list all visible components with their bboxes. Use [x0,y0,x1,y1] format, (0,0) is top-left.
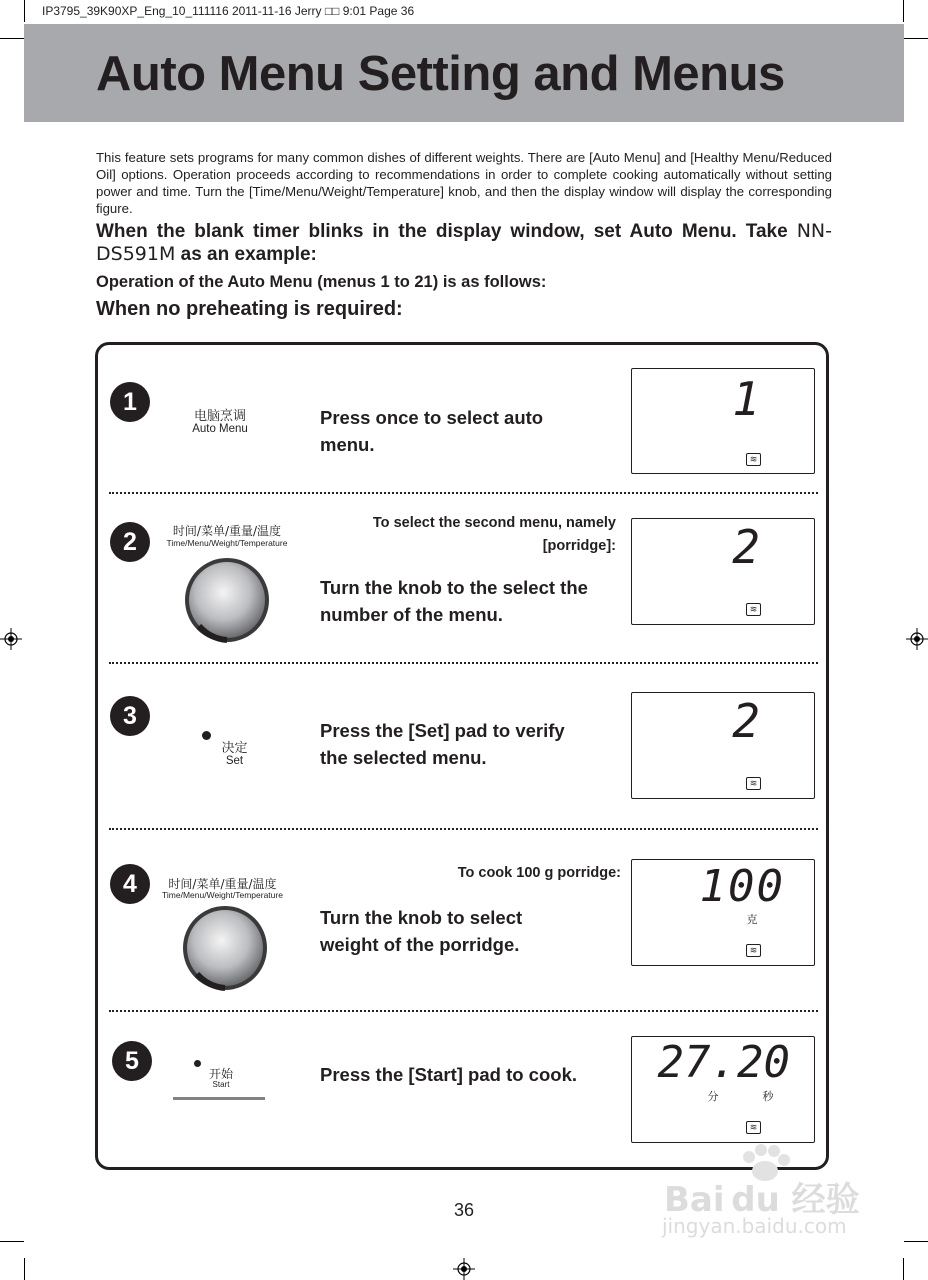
knob-label-cn: 时间/菜单/重量/温度 [172,524,282,538]
auto-menu-button-label: Auto Menu [192,423,248,435]
microwave-indicator-icon: ≋ [746,603,761,616]
step-instruction: Press the [Start] pad to cook. [320,1064,577,1085]
crop-mark [24,0,25,22]
registration-mark-icon [906,628,928,650]
display-readout: 27.20 [657,1037,790,1088]
display-readout: 100 [699,861,785,912]
time-menu-weight-temperature-knob[interactable] [181,904,269,992]
registration-mark-icon [453,1258,475,1280]
step-note: To cook 100 g porridge: [457,865,621,881]
step-number-badge: 1 [110,382,150,422]
microwave-indicator-icon: ≋ [746,453,761,466]
step-divider [109,828,818,830]
intro-paragraph: This feature sets programs for many common dishes of different weights. There are [Auto Menu] and [Healthy Menu/Reduced Oil] options. Operation proceeds according to recommendations in order to complete cooking automatically without setting power and time. Turn the [Time/Menu/Weight/Temperature] knob, and then the display window will display the corresponding figure. [96,150,832,216]
set-button-label-cn: 决定 [221,741,248,756]
knob-label: Time/Menu/Weight/Temperature [162,890,283,900]
file-info-header: IP3795_39K90XP_Eng_10_111116 2011-11-16 Jerry □□ 9:01 Page 36 [42,4,415,18]
microwave-indicator-icon: ≋ [746,944,761,957]
display-readout: 2 [732,520,760,574]
knob-label: Time/Menu/Weight/Temperature [166,538,288,548]
start-button-label-cn: 开始 [208,1067,233,1081]
auto-menu-subheading [96,220,832,266]
baidu-watermark: Bai du 经验 [664,1180,860,1220]
crop-mark [0,38,24,39]
crop-mark [903,1258,904,1280]
step-divider [109,1010,818,1012]
subheading-suffix: as an example: [175,244,317,265]
display-readout: 2 [732,694,760,748]
unit-seconds-label: 秒 [762,1090,774,1103]
step-instruction: Turn the knob to the select the number of the menu. [320,577,588,625]
model-name: NN-DS591M [96,220,832,265]
time-menu-weight-temperature-knob[interactable] [183,556,271,644]
step-number-badge: 3 [110,696,150,736]
step-number-badge: 4 [110,864,150,904]
start-pad[interactable] [173,1097,265,1100]
step-instruction: Press once to select auto menu. [320,407,544,455]
crop-mark [0,1241,24,1242]
microwave-indicator-icon: ≋ [746,777,761,790]
step-note: To select the second menu, namely [porridge]: [372,515,616,554]
set-indicator-dot [202,731,211,740]
display-readout: 1 [732,372,760,426]
subheading-prefix: When the blank timer blinks in the display window, set Auto Menu. Take [96,221,797,242]
step-divider [109,662,818,664]
step-divider [109,492,818,494]
unit-grams-label: 克 [746,913,758,926]
registration-mark-icon [0,628,22,650]
crop-mark [24,1258,25,1280]
start-indicator-dot [194,1060,201,1067]
step-number-badge: 2 [110,522,150,562]
page-number: 36 [453,1200,475,1220]
no-preheat-heading: When no preheating is required: [96,298,403,320]
auto-menu-button-label-cn: 电脑烹调 [193,409,246,424]
page-title: Auto Menu Setting and Menus [96,47,785,101]
crop-mark [904,38,928,39]
step-number-badge: 5 [112,1041,152,1081]
crop-mark [904,1241,928,1242]
watermark-url: jingyan.baidu.com [662,1214,847,1238]
start-button-label: Start [212,1080,230,1089]
operation-heading: Operation of the Auto Menu (menus 1 to 21) is as follows: [96,273,547,291]
crop-mark [903,0,904,22]
step-instruction: Press the [Set] pad to verify the selected menu. [320,720,565,768]
microwave-indicator-icon: ≋ [746,1121,761,1134]
set-button-label: Set [225,755,244,767]
knob-label-cn: 时间/菜单/重量/温度 [168,877,277,891]
unit-minutes-label: 分 [707,1090,719,1103]
step-instruction: Turn the knob to select weight of the porridge. [320,907,523,955]
